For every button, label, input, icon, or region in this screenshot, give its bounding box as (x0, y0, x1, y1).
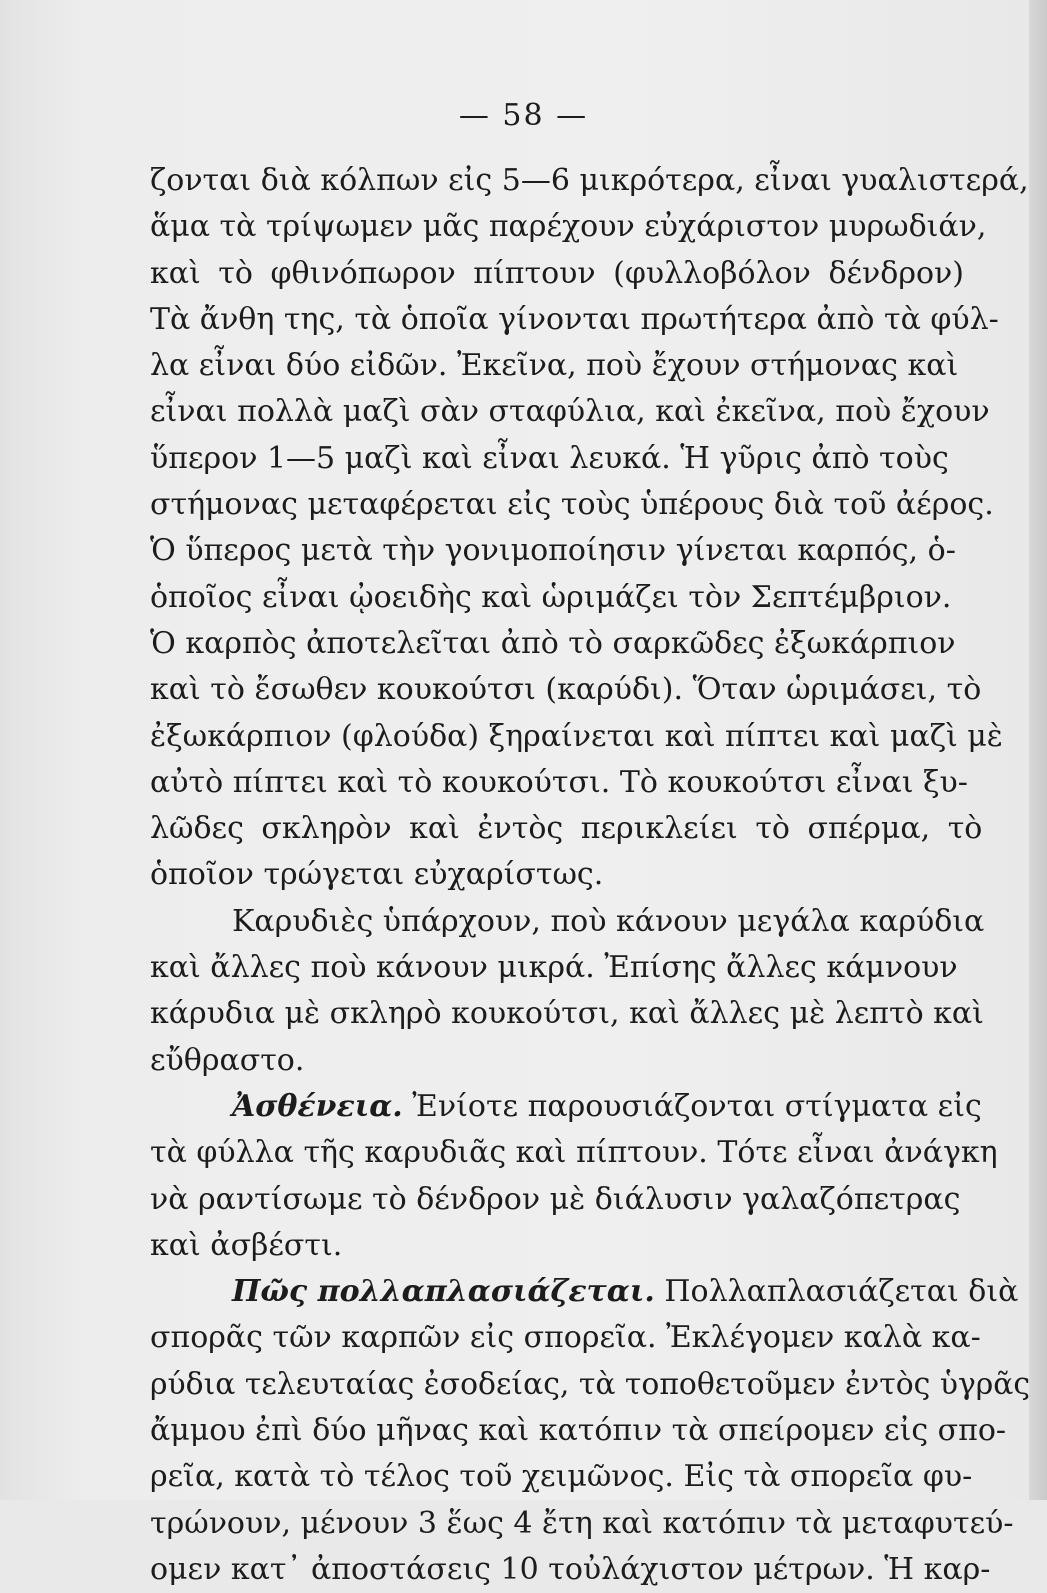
paragraph-start: Καρυδιὲς ὑπάρχουν, ποὺ κάνουν μεγάλα καρύδια (232, 903, 985, 939)
text-line: κάρυδια μὲ σκληρὸ κουκούτσι, καὶ ἄλλες μὲ λεπτὸ καὶ (150, 996, 984, 1032)
text-line: ζονται διὰ κόλπων εἰς 5—6 μικρότερα, εἶναι γυαλιστερά, (150, 163, 1029, 198)
text-line: Ὁ ὕπερος μετὰ τὴν γονιμοποίησιν γίνεται καρπός, ὁ- (150, 533, 956, 569)
text-line: καὶ τὸ ἔσωθεν κουκούτσι (καρύδι). Ὅταν ὡριμάσει, τὸ (150, 672, 982, 708)
text-line: καὶ ἀσβέστι. (150, 1227, 343, 1263)
section-heading-disease: Ἀσθένεια. (232, 1088, 403, 1124)
text-line: τὰ φύλλα τῆς καρυδιᾶς καὶ πίπτουν. Τότε εἶναι ἀνάγκη (150, 1135, 998, 1171)
text-line: Τὰ ἄνθη της, τὰ ὁποῖα γίνονται πρωτήτερα ἀπὸ τὰ φύλ- (150, 301, 999, 337)
text-line: ἅμα τὰ τρίψωμεν μᾶς παρέχουν εὐχάριστον μυρωδιάν, (150, 209, 987, 245)
text-line: ὁποῖον τρώγεται εὐχαρίστως. (150, 857, 604, 893)
text-span: Πολλαπλασιάζεται διὰ (664, 1274, 1019, 1310)
text-line: λα εἶναι δύο εἰδῶν. Ἐκεῖνα, ποὺ ἔχουν στήμονας καὶ (150, 348, 959, 384)
text-line: εἶναι πολλὰ μαζὶ σὰν σταφύλια, καὶ ἐκεῖνα, ποὺ ἔχουν (150, 394, 990, 430)
text-line: στήμονας μεταφέρεται εἰς τοὺς ὑπέρους διὰ τοῦ ἀέρος. (150, 487, 994, 523)
text-line: αὐτὸ πίπτει καὶ τὸ κουκούτσι. Τὸ κουκούτσι εἶναι ξυ- (150, 764, 968, 800)
page-number: — 58 — (458, 98, 589, 133)
text-line: ρύδια τελευταίας ἐσοδείας, τὰ τοποθετοῦμεν ἐντὸς ὑγρᾶς (150, 1366, 1031, 1402)
text-line: καὶ ἄλλες ποὺ κάνουν μικρά. Ἐπίσης ἄλλες κάμνουν (150, 950, 958, 986)
text-line: εὔθραστο. (150, 1042, 305, 1078)
section-heading-propagation: Πῶς πολλαπλασιάζεται. (232, 1274, 655, 1310)
text-line: ρεῖα, κατὰ τὸ τέλος τοῦ χειμῶνος. Εἰς τὰ σπορεῖα φυ- (150, 1459, 973, 1495)
page-edge-shadow (1029, 0, 1047, 1500)
text-line: λῶδες σκληρὸν καὶ ἐντὸς περικλείει τὸ σπέρμα, τὸ (150, 811, 983, 847)
text-line: ὁποῖος εἶναι ᾠοειδὴς καὶ ὡριμάζει τὸν Σεπτέμβριον. (150, 579, 952, 615)
paragraph-start (150, 1269, 1030, 1315)
text-line: ομεν κατ᾽ ἀποστάσεις 10 τοὐλάχιστον μέτρων. Ἡ καρ- (150, 1551, 991, 1587)
text-line: τρώνουν, μένουν 3 ἕως 4 ἔτη καὶ κατόπιν τὰ μεταφυτεύ- (150, 1505, 1014, 1541)
text-line: σπορᾶς τῶν καρπῶν εἰς σπορεῖα. Ἐκλέγομεν καλὰ κα- (150, 1320, 981, 1356)
text-line: ὕπερον 1—5 μαζὶ καὶ εἶναι λευκά. Ἡ γῦρις ἀπὸ τοὺς (150, 440, 949, 476)
text-line: ἐξωκάρπιον (φλούδα) ξηραίνεται καὶ πίπτει καὶ μαζὶ μὲ (150, 718, 1003, 754)
text-line: ἄμμου ἐπὶ δύο μῆνας καὶ κατόπιν τὰ σπείρομεν εἰς σπο- (150, 1413, 1007, 1449)
body-text (150, 158, 1030, 1593)
paragraph-start (150, 1084, 1030, 1130)
text-span: Ἐνίοτε παρουσιάζονται στίγματα εἰς (412, 1088, 982, 1124)
text-line: νὰ ραντίσωμε τὸ δένδρον μὲ διάλυσιν γαλαζόπετρας (150, 1181, 961, 1217)
text-line: καὶ τὸ φθινόπωρον πίπτουν (φυλλοβόλον δένδρον) (150, 255, 964, 291)
text-line: Ὁ καρπὸς ἀποτελεῖται ἀπὸ τὸ σαρκῶδες ἐξωκάρπιον (150, 625, 956, 661)
